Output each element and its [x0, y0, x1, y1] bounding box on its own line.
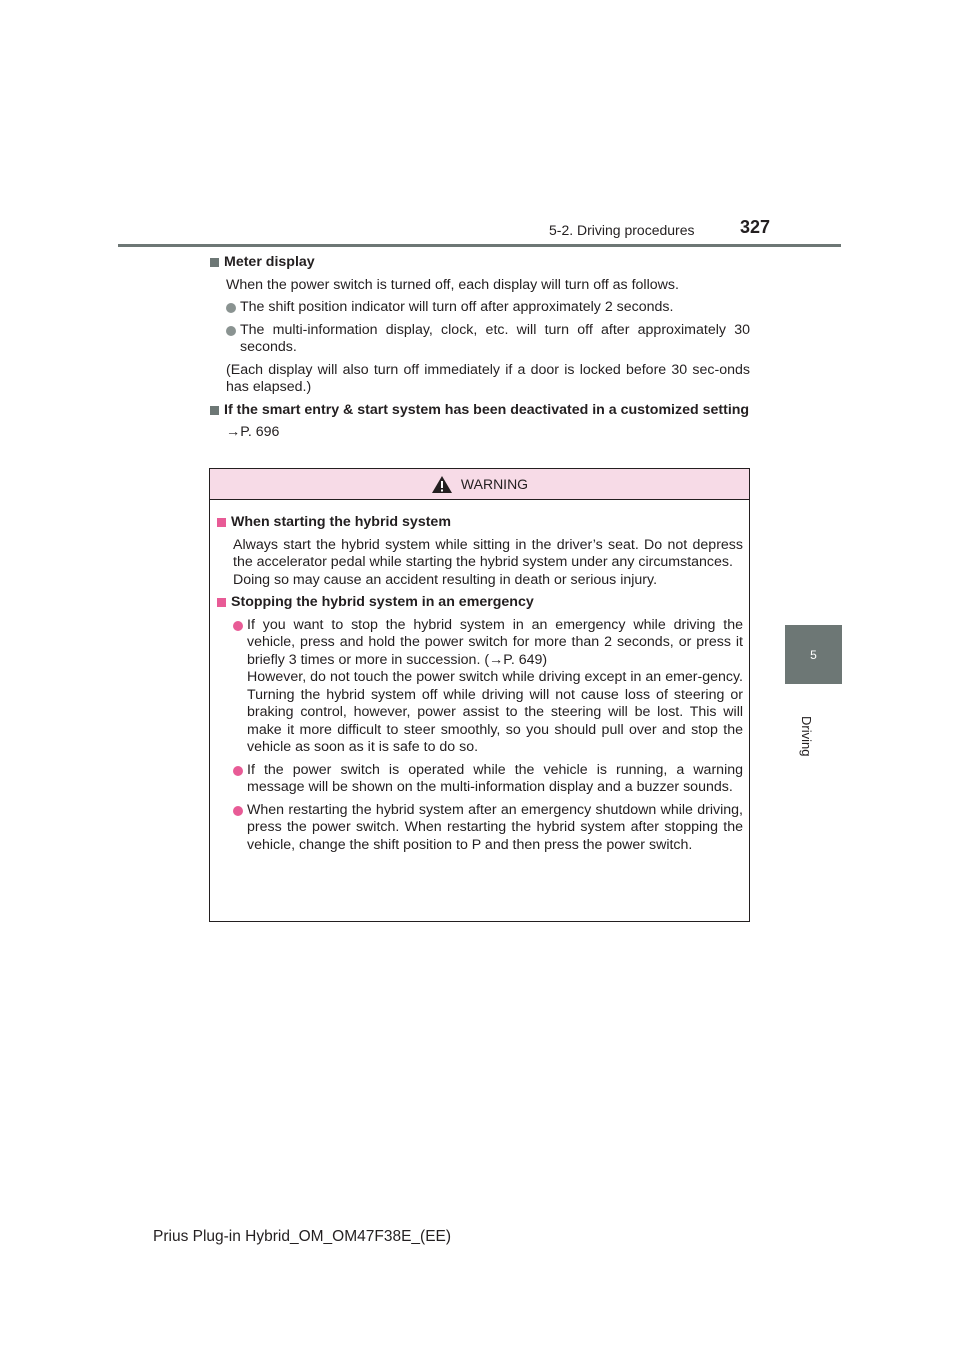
meter-title: Meter display — [224, 254, 315, 270]
warning-paragraph: Always start the hybrid system while sitting in the driver’s seat. Do not depress the accelerator pedal while starting the hybrid system under any circumstances. — [233, 536, 743, 570]
section-title: 5-2. Driving procedures — [549, 222, 695, 238]
list-item: The multi-information display, clock, etc. will turn off after approximately 30 seconds. — [226, 322, 750, 357]
square-bullet-icon — [217, 518, 226, 527]
round-bullet-icon — [226, 303, 236, 313]
chapter-number: 5 — [810, 647, 817, 662]
warning-box — [209, 468, 750, 922]
document-id: Prius Plug-in Hybrid_OM_OM47F38E_(EE) — [153, 1228, 452, 1245]
warning-header — [210, 469, 749, 500]
square-bullet-icon — [210, 406, 219, 415]
list-item: The shift position indicator will turn off after approximately 2 seconds. — [226, 299, 750, 317]
list-item: When restarting the hybrid system after an emergency shutdown while driving, press the power switch. When restarting the hybrid system after stopping the vehicle, change the shift position to P and then press the power switch. — [233, 802, 743, 855]
meter-heading — [209, 254, 750, 272]
square-bullet-icon — [210, 258, 219, 267]
chapter-label: Driving — [799, 716, 814, 757]
page-reference: →P. 696 — [226, 424, 280, 440]
round-bullet-icon — [226, 326, 236, 336]
round-bullet-icon — [233, 766, 243, 776]
warning-paragraph: Doing so may cause an accident resulting in death or serious injury. — [233, 571, 658, 588]
warning-section-heading: When starting the hybrid system — [216, 514, 743, 532]
main-content — [209, 254, 750, 442]
warning-triangle-icon — [431, 475, 453, 494]
meter-intro: When the power switch is turned off, each display will turn off as follows. — [226, 276, 679, 293]
round-bullet-icon — [233, 806, 243, 816]
square-bullet-icon — [217, 598, 226, 607]
header-divider — [118, 244, 841, 247]
list-item: If you want to stop the hybrid system in an emergency while driving the vehicle, press and hold the power switch for more than 2 seconds, or press it briefly 3 times or more in succession. (→P. 649) However, do not touch the power switch while driving except in an emer-gency. Turning the hybrid system off while driving will not cause loss of steering or braking control, however, power assist to the steering will be lost. This will make it more difficult to steer smoothly, so you should pull over and stop the vehicle as soon as it is safe to do so. — [233, 617, 743, 757]
list-item: If the power switch is operated while the vehicle is running, a warning message will be shown on the multi-information display and a buzzer sounds. — [233, 762, 743, 797]
warning-content — [210, 500, 749, 854]
page-number: 327 — [740, 217, 771, 237]
warning-label: WARNING — [460, 476, 529, 492]
smart-heading — [209, 402, 750, 420]
round-bullet-icon — [233, 621, 243, 631]
meter-note: (Each display will also turn off immediately if a door is locked before 30 sec-onds has elapsed.) — [226, 361, 750, 395]
warning-section-heading: Stopping the hybrid system in an emergency — [216, 594, 743, 612]
smart-title: If the smart entry & start system has been deactivated in a customized setting — [224, 401, 750, 418]
chapter-tab — [785, 625, 842, 684]
